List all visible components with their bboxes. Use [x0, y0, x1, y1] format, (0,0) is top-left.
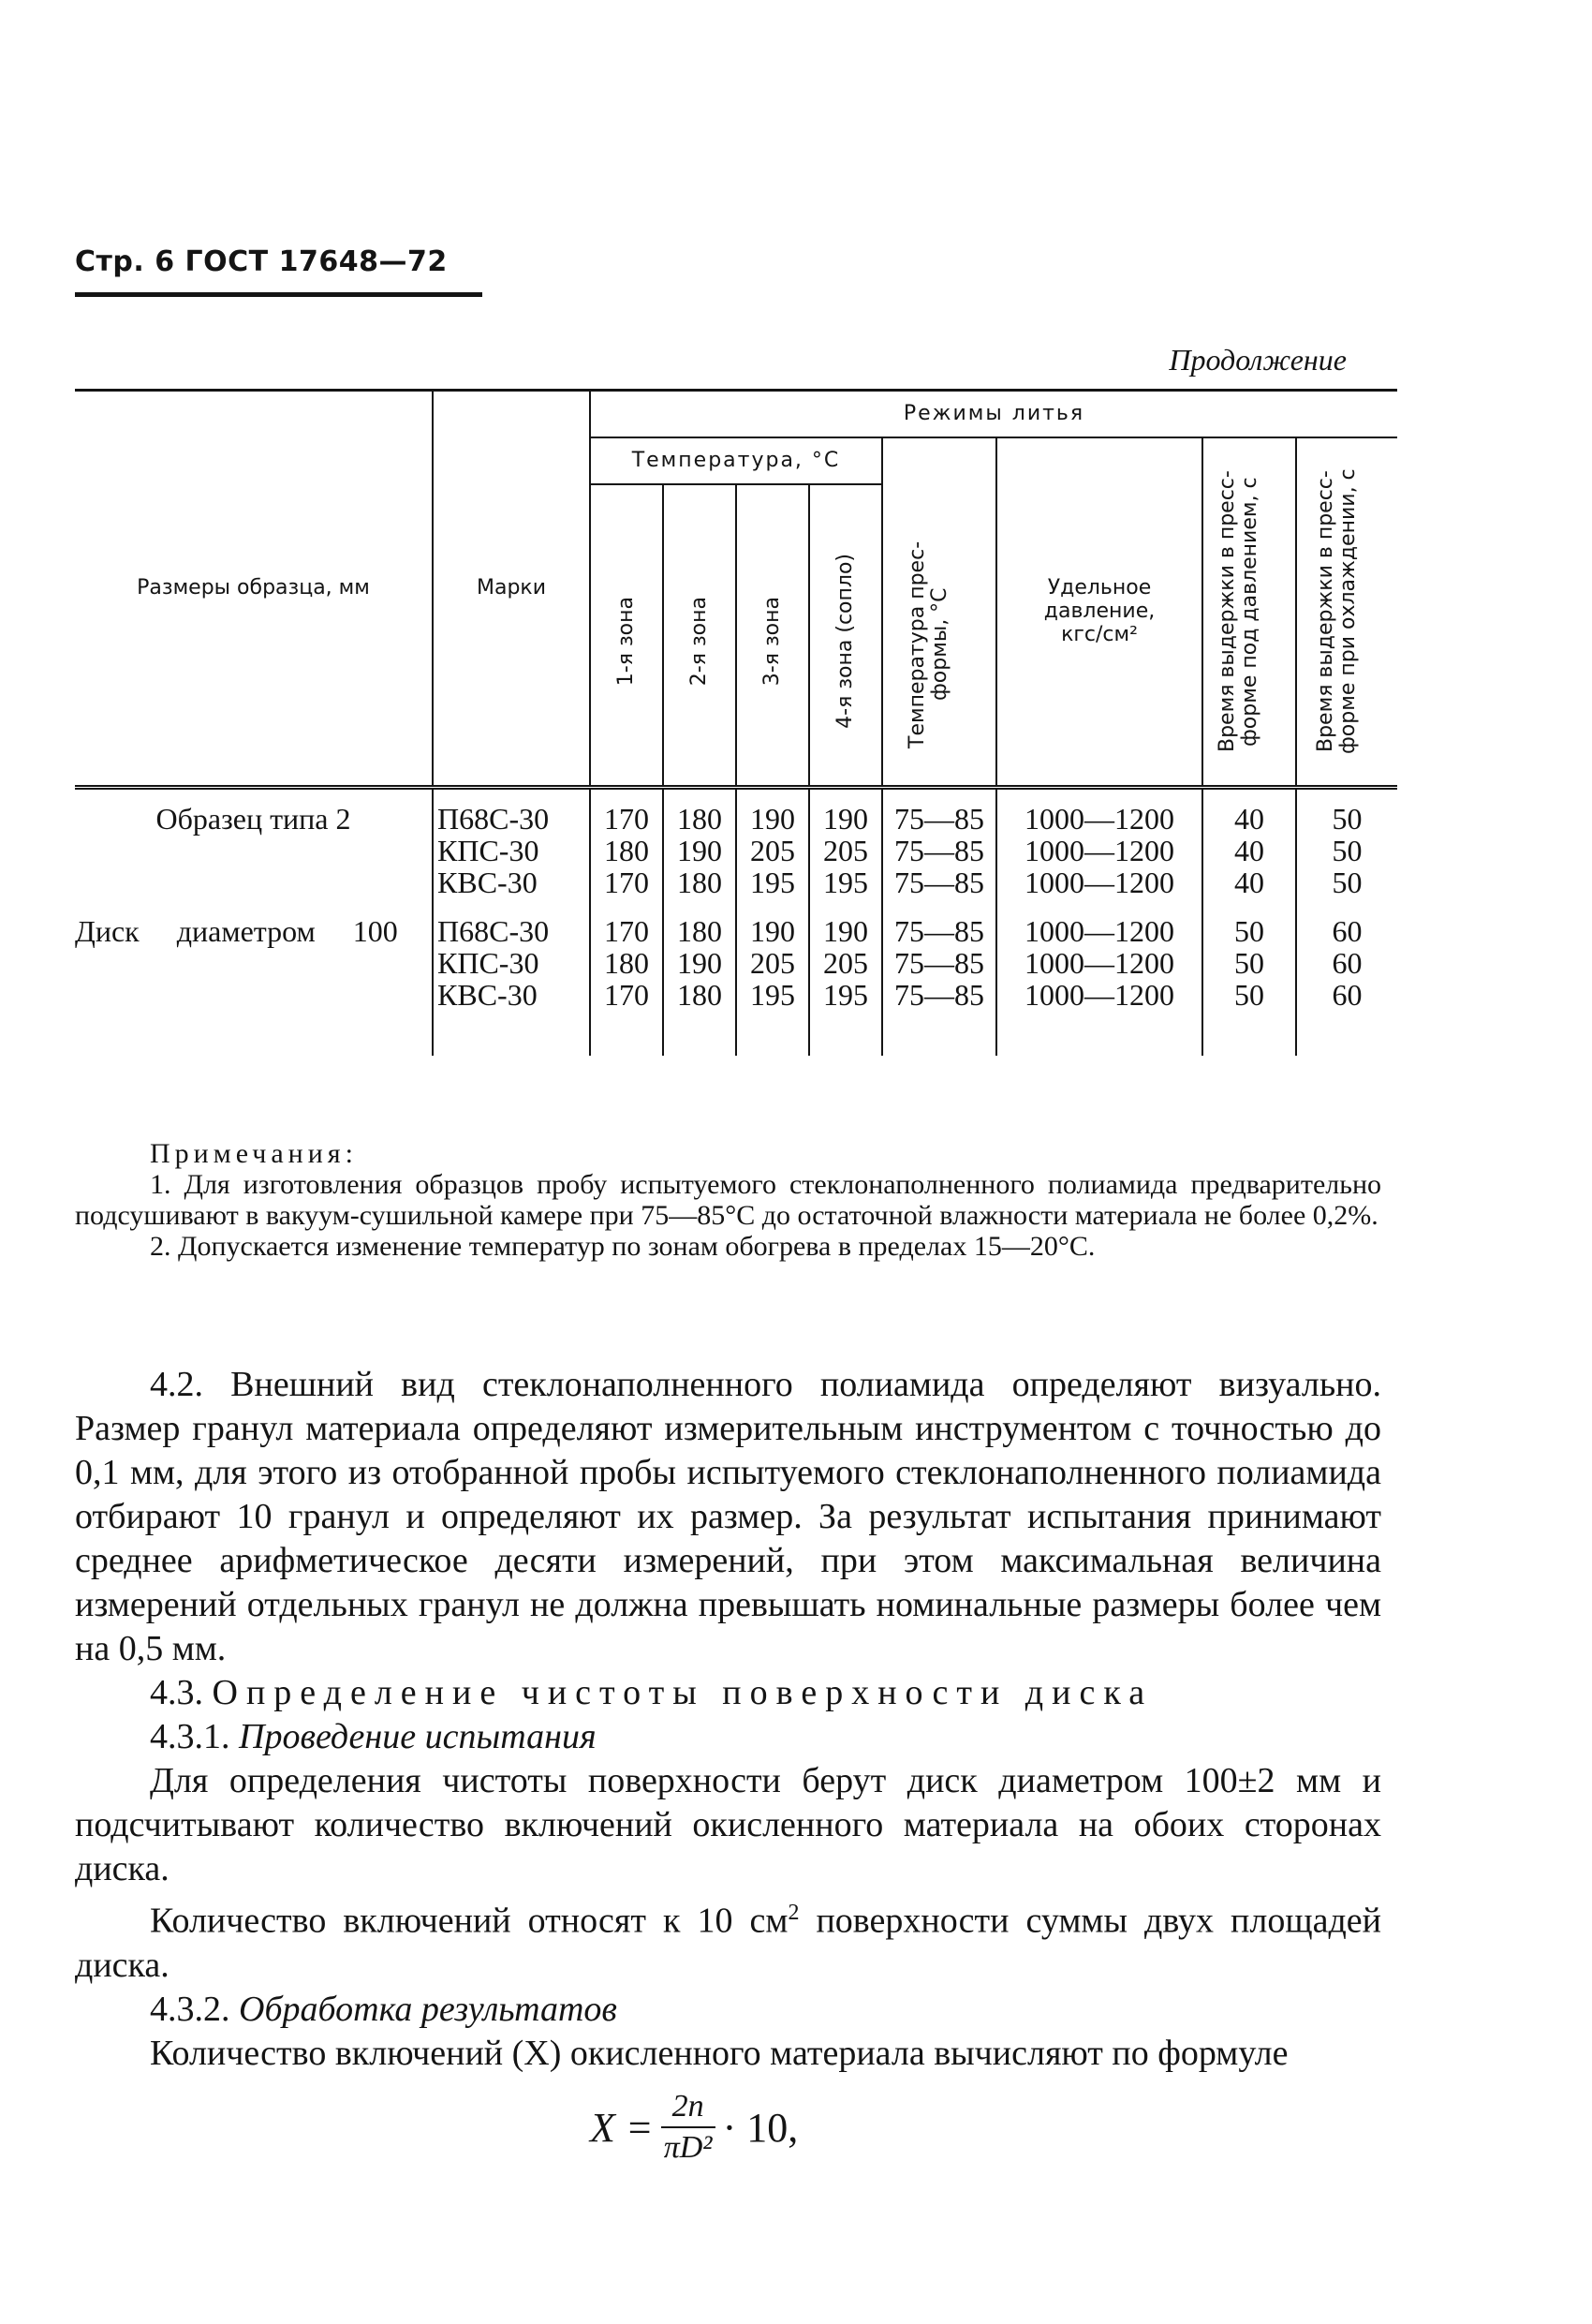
mark-cell: П68С-30 КПС-30 КВС-30: [433, 915, 590, 1056]
col-hold-pressure-header: Время выдержки в пресс-форме под давлением, с: [1202, 437, 1296, 788]
pressure-cell: 1000—1200 1000—1200 1000—1200: [996, 915, 1202, 1056]
formula-denominator: πD²: [663, 2130, 713, 2165]
pressure-cell: 1000—1200 1000—1200 1000—1200: [996, 787, 1202, 915]
formula: [590, 2089, 798, 2166]
zone-1-header: 1-я зона: [590, 484, 663, 787]
zone-2-cell: 180 190 180: [663, 787, 736, 915]
temp-group-header: Температура, °С: [590, 437, 882, 484]
table-row-group-2: [75, 915, 1397, 1056]
zone-1-cell: 170 180 170: [590, 787, 663, 915]
header-rule: [75, 292, 482, 297]
casting-modes-table-wrap: [75, 389, 1397, 1056]
col-mark-header: Марки: [433, 391, 590, 788]
note-2: 2. Допускается изменение температур по зонам обогрева в пределах 15—20°С.: [150, 1231, 1096, 1262]
zone-1-cell: 170 180 170: [590, 915, 663, 1056]
zone-3-cell: 190 205 195: [736, 915, 809, 1056]
col-size-header: Размеры образца, мм: [75, 391, 433, 788]
zone-3-header: 3-я зона: [736, 484, 809, 787]
modes-group-header: Режимы литья: [590, 391, 1397, 437]
hold-cooling-cell: 60 60 60: [1296, 915, 1397, 1056]
casting-modes-table: [75, 389, 1397, 1056]
paragraph-4-3-1-a: Для определения чистоты поверхности берут диск диаметром 100±2 мм и подсчитывают количество включений окисленного материала на обоих сторонах диска.: [75, 1761, 1381, 1888]
continued-label: Продолжение: [1169, 343, 1347, 377]
col-hold-cooling-header: Время выдержки в пресс-форме при охлаждении, с: [1296, 437, 1397, 788]
formula-rhs: · 10,: [722, 2104, 799, 2151]
mold-temp-cell: 75—85 75—85 75—85: [882, 915, 996, 1056]
mold-temp-cell: 75—85 75—85 75—85: [882, 787, 996, 915]
col-pressure-header: Удельное давление, кгс/см²: [996, 437, 1202, 788]
heading-4-3-2: 4.3.2. Обработка результатов: [150, 1989, 617, 2029]
zone-3-cell: 190 205 195: [736, 787, 809, 915]
notes-section: [75, 1138, 1381, 1262]
body-text: [75, 1363, 1381, 2076]
size-cell: Диск диаметром 100: [75, 913, 398, 948]
formula-fraction: [661, 2089, 715, 2166]
zone-4-header: 4-я зона (сопло): [809, 484, 882, 787]
col-mold-temp-header: Температура прес-формы, °С: [882, 437, 996, 788]
note-1: 1. Для изготовления образцов пробу испытуемого стеклонаполненного полиамида предварительно подсушивают в вакуум-сушильной камере при 75—85°С до остаточной влажности материала не более 0,2%.: [75, 1169, 1381, 1231]
hold-cooling-cell: 50 50 50: [1296, 787, 1397, 915]
size-cell: Образец типа 2: [155, 801, 351, 836]
table-row-group-1: [75, 787, 1397, 915]
formula-lhs: X =: [590, 2104, 654, 2151]
paragraph-4-2: 4.2. Внешний вид стеклонаполненного полиамида определяют визуально. Размер гранул материала определяют измерительным инструментом с точностью до 0,1 мм, для этого из отобранной пробы испытуемого стеклонаполненного полиамида отбирают 10 гранул и определяют их размер. За результат испытания принимают среднее арифметическое десяти измерений, при этом максимальная величина измерений отдельных гранул не должна превышать номинальные размеры более чем на 0,5 мм.: [75, 1365, 1381, 1668]
zone-4-cell: 190 205 195: [809, 787, 882, 915]
heading-4-3: 4.3. Определение чистоты поверхности диска: [150, 1673, 1154, 1712]
notes-title: Примечания:: [150, 1138, 358, 1169]
paragraph-4-3-1-b: Количество включений относят к 10 $см^2$ поверхности суммы двух площадей диска.: [75, 1901, 1381, 1985]
hold-pressure-cell: 40 40 40: [1202, 787, 1296, 915]
paragraph-4-3-2: Количество включений (X) окисленного материала вычисляют по формуле: [150, 2033, 1289, 2073]
zone-2-header: 2-я зона: [663, 484, 736, 787]
formula-numerator: 2n: [661, 2089, 715, 2128]
heading-4-3-1: 4.3.1. Проведение испытания: [150, 1717, 597, 1756]
mark-cell: П68С-30 КПС-30 КВС-30: [433, 787, 590, 915]
page-header: Стр. 6 ГОСТ 17648—72: [75, 245, 448, 278]
zone-2-cell: 180 190 180: [663, 915, 736, 1056]
zone-4-cell: 190 205 195: [809, 915, 882, 1056]
hold-pressure-cell: 50 50 50: [1202, 915, 1296, 1056]
